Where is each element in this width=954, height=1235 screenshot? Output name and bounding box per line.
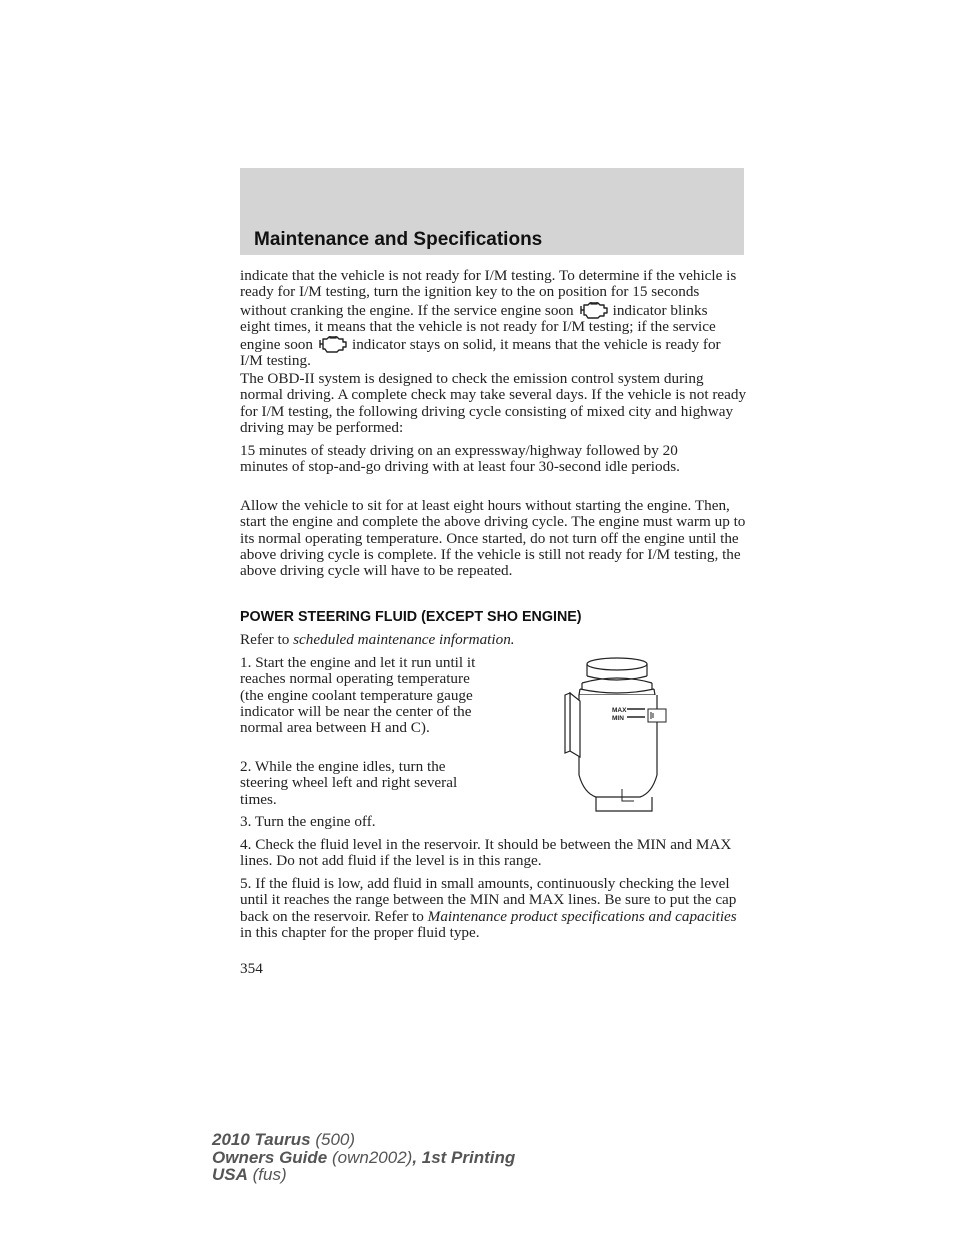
footer-line-3: [212, 1166, 515, 1184]
step-4: 4. Check the fluid level in the reservoir. It should be between the MIN and MAX lines. Do not add fluid if the level is in this range.: [240, 836, 732, 870]
step-5: [240, 876, 750, 941]
footer-region: USA: [212, 1165, 248, 1184]
step-3: 3. Turn the engine off.: [240, 813, 376, 830]
scheduled-maintenance-reference: scheduled maintenance information.: [293, 631, 515, 648]
footer-guide: Owners Guide: [212, 1147, 328, 1167]
driving-cycle-paragraph: 15 minutes of steady driving on an expressway/highway followed by 20 minutes of stop-and-go driving with at least four 30-second idle periods.: [240, 442, 680, 476]
footer-line-1: [212, 1131, 515, 1149]
im-readiness-text-3: indicator stays on solid, it means that the vehicle is ready for I/M testing.: [240, 336, 721, 370]
footer-guide-code: (own2002): [331, 1147, 413, 1167]
step-1: 1. Start the engine and let it run until it reaches normal operating temperature (the engine coolant temperature gauge indicator will be near the center of the normal area between H and C).: [240, 654, 476, 737]
refer-line: [240, 632, 750, 648]
footer-model-code: (500): [315, 1130, 356, 1149]
power-steering-heading: POWER STEERING FLUID (EXCEPT SHO ENGINE): [240, 609, 582, 625]
im-readiness-paragraph: [240, 268, 740, 370]
check-engine-icon: [318, 335, 348, 353]
check-engine-icon: [579, 301, 609, 319]
footer-line-2: [212, 1149, 515, 1167]
obd-paragraph: The OBD-II system is designed to check the emission control system during normal driving. A complete check may take several days. If the vehicle is not ready for I/M testing, the following driving cycle consisting of mixed city and highway driving may be performed:: [240, 370, 747, 436]
section-title: Maintenance and Specifications: [254, 229, 543, 250]
capacities-reference: Maintenance product specifications and capacities: [427, 907, 737, 925]
section-header-band: [240, 168, 744, 255]
step-5-text-a: 5. If the fluid is low, add fluid in small amounts, continuously checking the level until it reaches the range between the MIN and MAX lines. Be sure to put the cap back on the reservoir. Refer to: [240, 875, 737, 925]
refer-prefix: Refer to: [240, 631, 290, 648]
footer: [212, 1131, 515, 1184]
step-2: 2. While the engine idles, turn the steering wheel left and right several times.: [240, 758, 458, 808]
min-label: MIN: [612, 715, 624, 722]
im-readiness-text-1: indicate that the vehicle is not ready for I/M testing. To determine if the vehicle is ready for I/M testing, turn the ignition key to the on position for 15 seconds without cranking the engine. If the service engine soon: [240, 267, 737, 319]
page-number: 354: [240, 960, 263, 977]
repeat-cycle-paragraph: Allow the vehicle to sit for at least eight hours without starting the engine. Then, start the engine and complete the above driving cycle. The engine must warm up to its normal operating temperature. Once started, do not turn off the engine until the above driving cycle is complete. If the vehicle is still not ready for I/M testing, the above driving cycle will have to be repeated.: [240, 497, 746, 580]
step-5-text-b: in this chapter for the proper fluid type.: [240, 923, 480, 941]
footer-model: 2010 Taurus: [212, 1130, 311, 1149]
footer-printing: , 1st Printing: [412, 1147, 516, 1167]
power-steering-reservoir-illustration: [556, 655, 686, 817]
max-label: MAX: [612, 707, 627, 714]
im-readiness-text-2: indicator blinks eight times, it means that the vehicle is not ready for I/M testing; if the service engine soon: [240, 301, 716, 354]
footer-region-code: (fus): [252, 1165, 287, 1184]
